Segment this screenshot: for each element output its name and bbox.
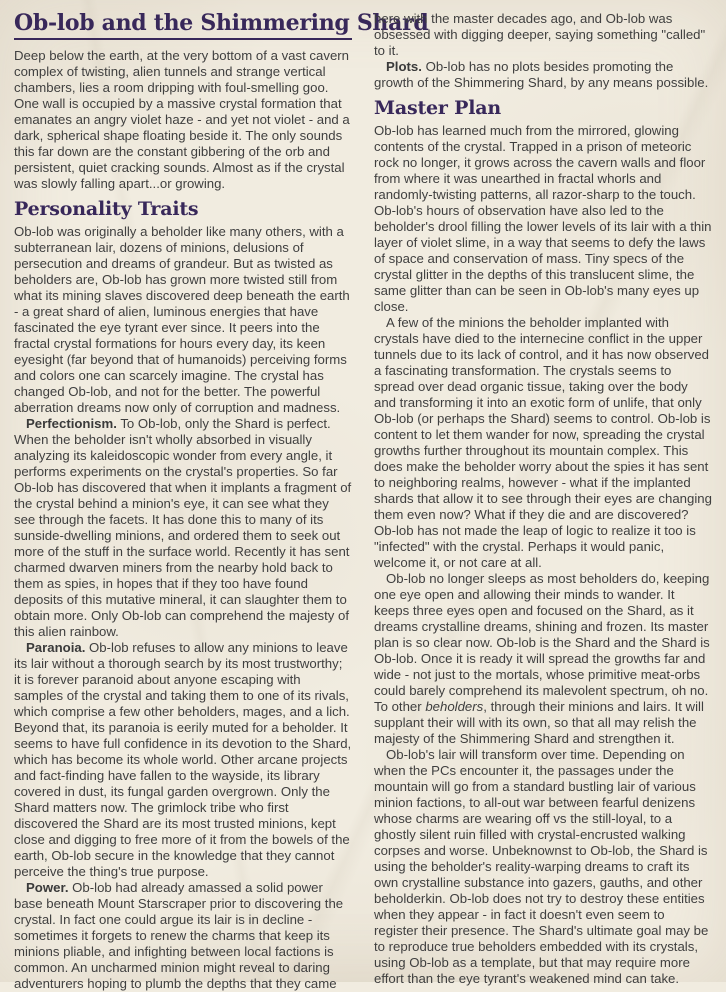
paragraph-power-continued: here with the master decades ago, and Ob-lob was obsessed with digging deeper, saying something "called" to it. [374, 11, 706, 58]
paragraph-paranoia [14, 640, 352, 880]
paragraph-intro: Deep below the earth, at the very bottom of a vast cavern complex of twisting, alien tunnels and strange vertical chambers, lies a room dripping with foul-smelling goo. One wall is occupied by a massive crystal formation that emanates an angry violet haze - and yet not violet - and a dark, spherical shape floating beside it. The only sounds this far down are the constant gibbering of the orb and persistent, quiet cracking sounds. Almost as if the crystal was slowly falling apart...or growing. [14, 48, 350, 192]
paragraph-sleep [374, 571, 712, 747]
paragraph-minions: A few of the minions the beholder implanted with crystals have died to the internecine conflict in the upper tunnels due to its lack of control, and it has now observed a fascinating transformation. The crystals seems to spread over dead organic tissue, taking over the body and transforming it into an exotic form of unlife, that only Ob-lob (or perhaps the Shard) seems to control. Ob-lob is content to let them wander for now, spreading the crystal growths further throughout its mountain complex. This does make the beholder worry about the spies it has sent to neighboring realms, however - what if the implanted shards that allow it to see through their eyes are changing them even now? What if they die and are discovered? Ob-lob has not made the leap of logic to realize it too is "infected" with the crystal. Perhaps it would panic, welcome it, or not care at all. [374, 314, 712, 570]
paragraph-sleep-post: , through their minions and lairs. It will supplant their will with its own, so that all may relish the majesty of the Shimmering Shard and strengthen it. [374, 698, 704, 746]
paragraph-lead-paranoia: Paranoia. [26, 640, 86, 656]
section-heading-personality-traits: Personality Traits [14, 198, 199, 221]
paragraph-lead-perfectionism: Perfectionism. [26, 416, 117, 432]
paragraph-sleep-italic: beholders [425, 698, 484, 714]
title-rule [14, 38, 352, 40]
paragraph-sleep-pre: Ob-lob no longer sleeps as most beholders do, keeping one eye open and allowing their minds to wander. It keeps three eyes open and focused on the Shard, as it dreams crystalline dreams, shining and frozen. Its master plan is so clear now. Ob-lob is the Shard and the Shard is Ob-lob. Once it is ready it will spread the growths far and wide - not just to the mortals, whose primitive meat-orbs could barely comprehend its malevolent spectrum, oh no. To other [374, 570, 710, 714]
paragraph-power [14, 880, 352, 992]
paragraph-text-power: Ob-lob had already amassed a solid power base beneath Mount Starscraper prior to discovering the crystal. In fact one could argue its lair is in decline - sometimes it forgets to renew the charms that keep its minions pliable, and infighting between local factions is common. An uncharmed minion might reveal to daring adventurers hoping to plumb the depths that they came [14, 880, 344, 992]
paragraph-text-plots: Ob-lob has no plots besides promoting the growth of the Shimmering Shard, by any means possible. [374, 59, 709, 90]
paragraph-lead-power: Power. [26, 880, 69, 896]
paragraph-text-perfectionism: To Ob-lob, only the Shard is perfect. When the beholder isn't wholly absorbed in visually analyzing its kaleidoscopic wonder from every angle, it performs experiments on the crystal's properties. So far Ob-lob has discovered that when it implants a fragment of the crystal behind a minion's eye, it can see what they see through the facets. It has done this to many of its sunside-dwelling minions, and ordered them to seek out more of the stuff in the surface world. Recently it has sent charmed dwarven miners from the nearby hold back to them as spies, in hopes that if they too have found deposits of this mutative mineral, it can slaughter them to obtain more. Only Ob-lob can comprehend the majesty of this alien rainbow. [14, 416, 352, 640]
paragraph-plots [374, 59, 712, 91]
section-heading-master-plan: Master Plan [374, 97, 501, 119]
paragraph-perfectionism [14, 416, 352, 640]
paragraph-master-plan-intro: Ob-lob has learned much from the mirrored, glowing contents of the crystal. Trapped in a prison of meteoric rock no longer, it grows across the cavern walls and floor from where it was unearthed in fractal whorls and randomly-twisting patterns, all razor-sharp to the touch. Ob-lob's hours of observation have also led to the beholder's drool filling the lower levels of its lair with a thin layer of violet slime, in a way that seems to defy the laws of space and conservation of mass. Tiny specs of the crystal glitter in the depths of this translucent slime, the same glitter than can be seen in Ob-lob's many eyes up close. [374, 122, 712, 314]
right-column [374, 11, 712, 986]
page-title: Ob-lob and the Shimmering Shard [14, 10, 429, 36]
paragraph-lead-plots: Plots. [386, 59, 422, 74]
paragraph-text-paranoia: Ob-lob refuses to allow any minions to leave its lair without a thorough search by its most trustworthy; it is forever paranoid about anyone escaping with samples of the crystal and taking them to one of its rivals, which comprise a few other beholders, mages, and a lich. Beyond that, its paranoia is eerily muted for a beholder. It seems to have full confidence in its devotion to the Shard, which has become its whole world. Other arcane projects and fact-finding have fallen to the wayside, its library covered in dust, its fungal garden overgrown. Only the Shard matters now. The grimlock tribe who first discovered the Shard are its most trusted minions, kept close and digging to free more of it from the bowels of the earth, Ob-lob secure in the knowledge that they cannot perceive the thing's true purpose. [14, 640, 352, 880]
paragraph-personality-intro: Ob-lob was originally a beholder like many others, with a subterranean lair, dozens of minions, delusions of persecution and dreams of grandeur. But as twisted as beholders are, Ob-lob has grown more twisted still from what its mining slaves discovered deep beneath the earth - a great shard of alien, luminous energies that have fascinated the eye tyrant ever since. It peers into the fractal crystal formations for hours every day, its keen eyesight (far beyond that of humanoids) perceiving forms and colors one can scarcely imagine. The crystal has changed Ob-lob, and not for the better. The powerful aberration dreams now only of corruption and madness. [14, 224, 350, 416]
paragraph-lair: Ob-lob's lair will transform over time. Depending on when the PCs encounter it, the passages under the mountain will go from a standard bustling lair of various minion factions, to all-out war between fearful denizens whose charms are wearing off vs the still-loyal, to a ghostly silent ruin filled with crystal-encrusted walking corpses and worse. Unbeknownst to Ob-lob, the Shard is using the beholder's reality-warping dreams to craft its own crystalline substance into gazers, gauths, and other beholderkin. Ob-lob does not try to destroy these entities when they appear - in fact it doesn't even seem to register their presence. The Shard's ultimate goal may be to reproduce true beholders embedded with its crystals, using Ob-lob as a template, but that may require more effort than the eye tyrant's weakened mind can take. [374, 746, 709, 986]
